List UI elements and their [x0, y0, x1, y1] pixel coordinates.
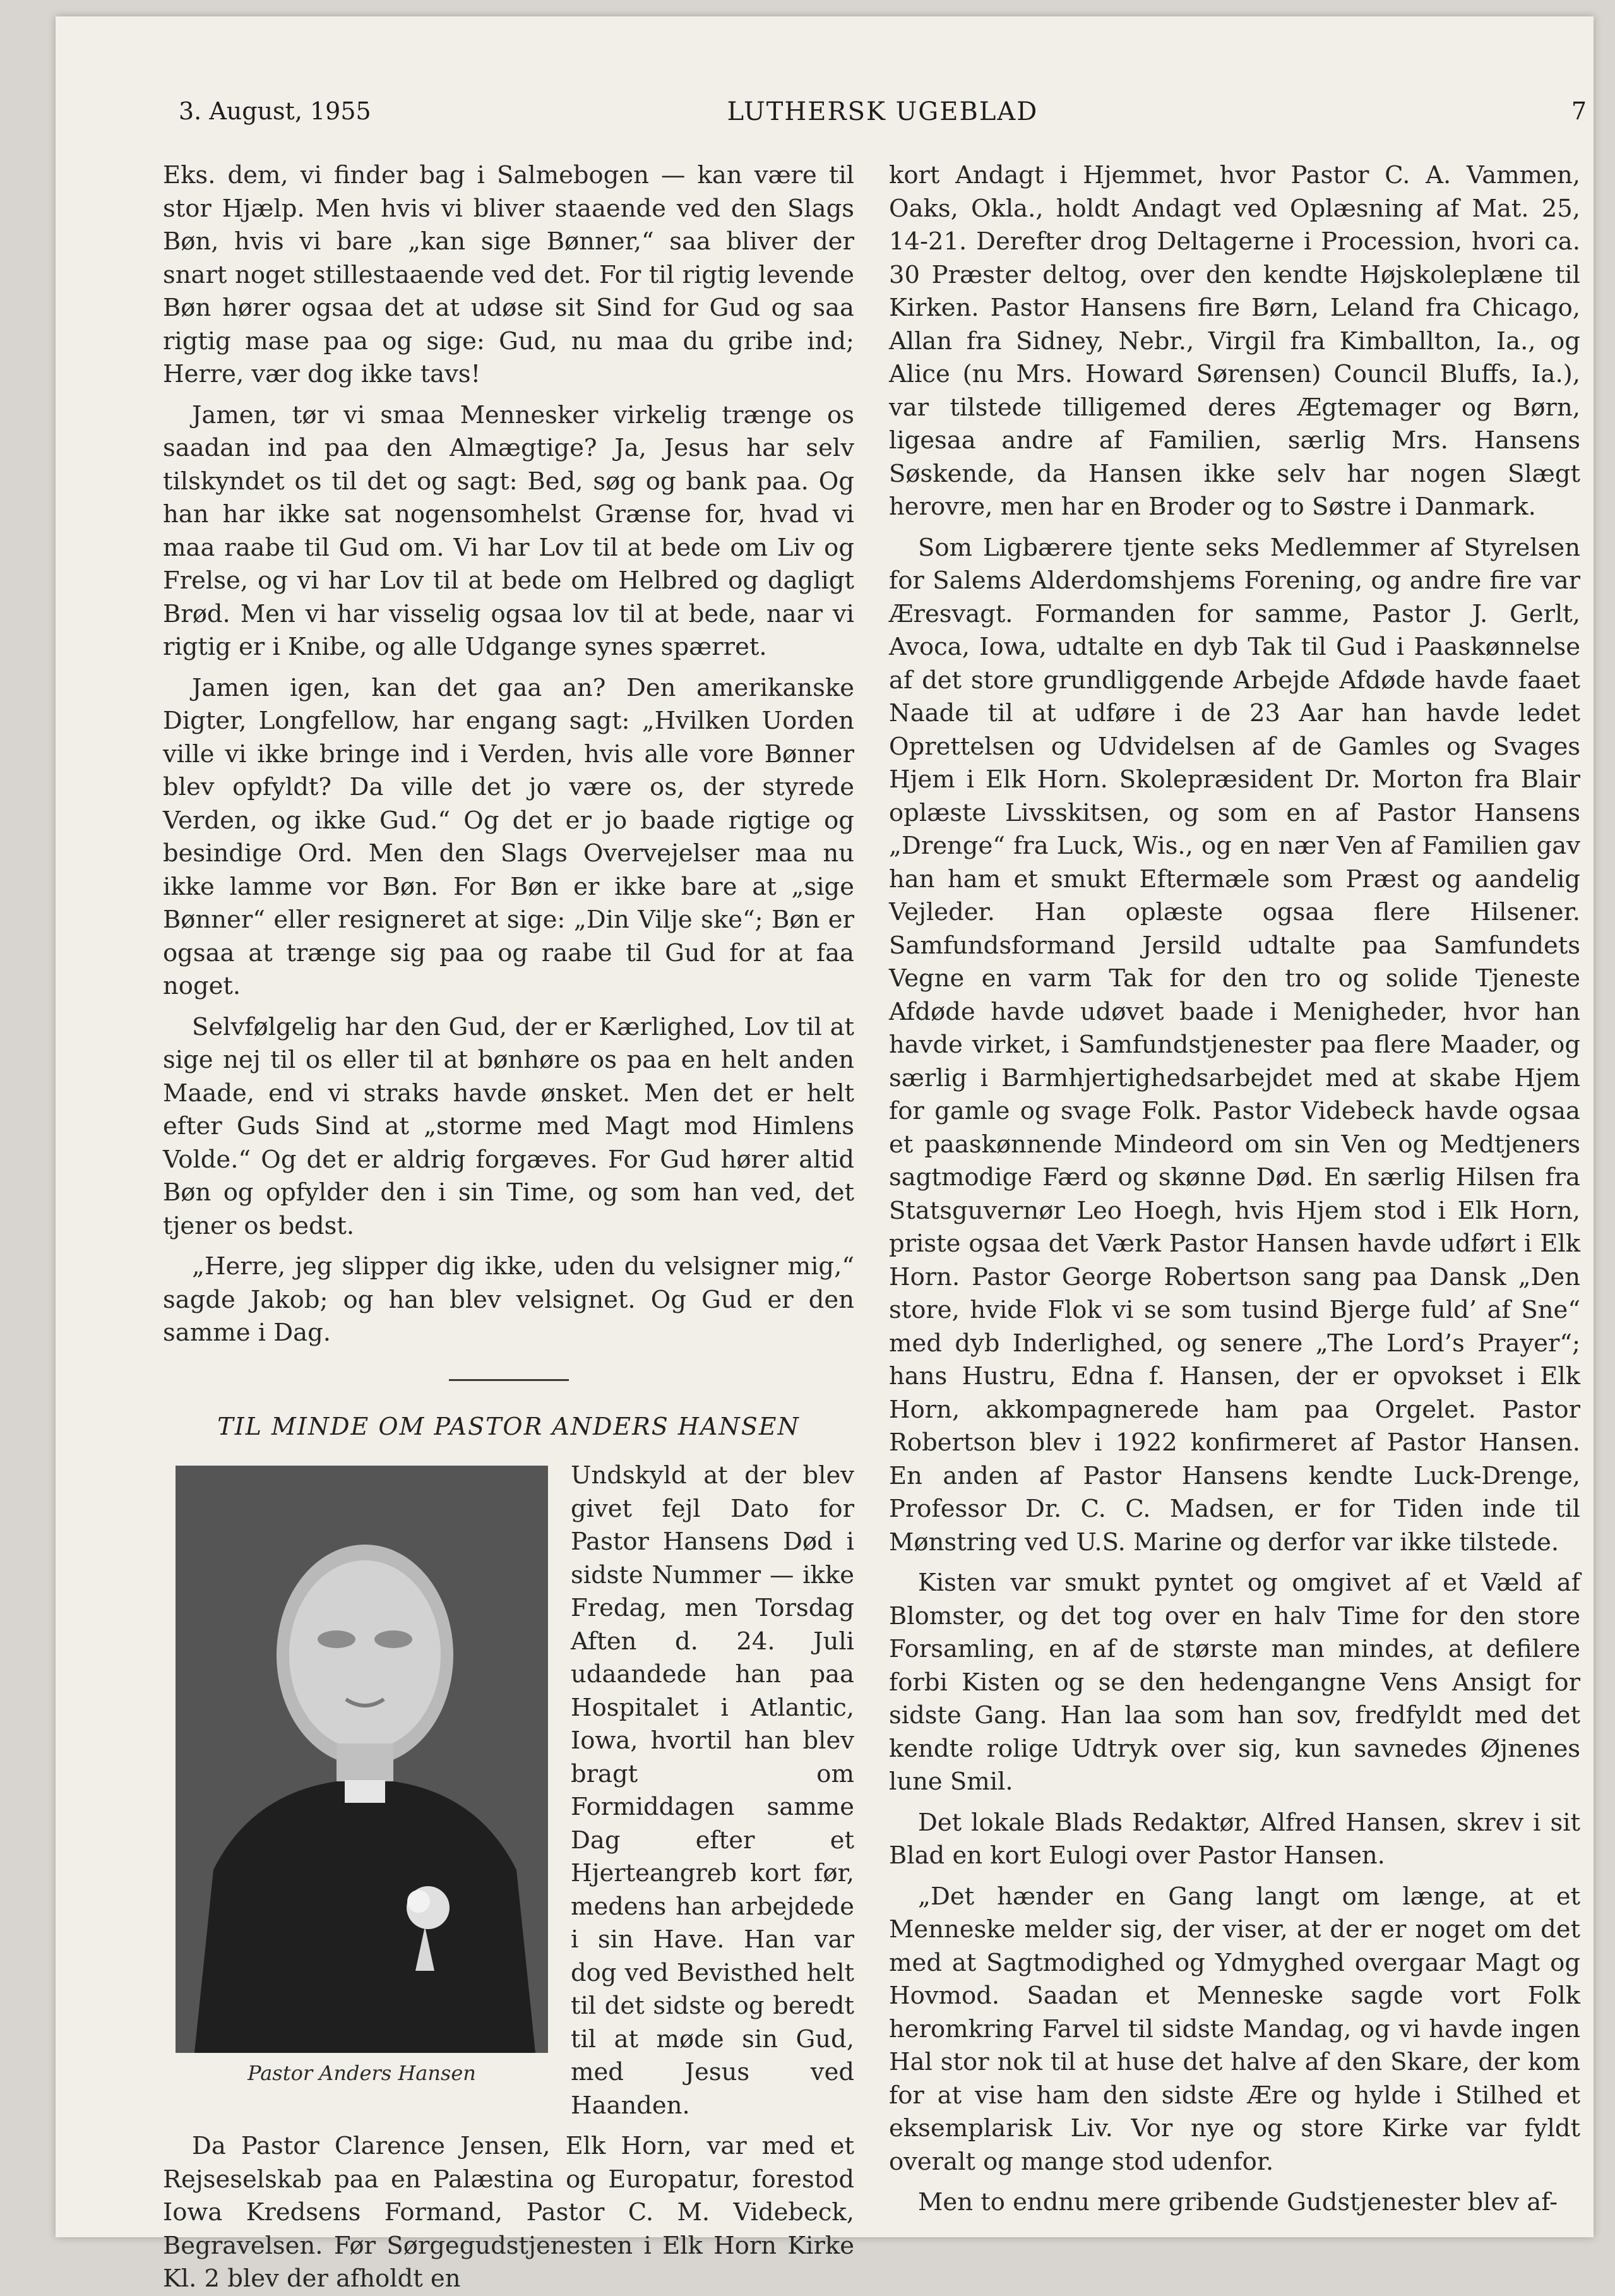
article-paragraph: Da Pastor Clarence Jensen, Elk Horn, var med et Rejseselskab paa en Palæstina og Europatur, forestod Iowa Kredsens Formand, Pastor C. M. Videbeck, Begravelsen. Før Sørgegudstjenesten i Elk Horn Kirke Kl. 2 blev der afholdt en [163, 2132, 854, 2293]
paragraph: Jamen igen, kan det gaa an? Den amerikanske Digter, Longfellow, har engang sagt: „Hvilken Uorden ville vi ikke bringe ind i Verden, hvis alle vore Bønner blev opfyldt? Da ville det jo være os, der styrede Verden, og ikke Gud.“ Og det er jo baade rigtige og besindige Ord. Men den Slags Overvejelser maa nu ikke lamme vor Bøn. For Bøn er ikke bare at „sige Bønner“ eller resigneret at sige: „Din Vilje ske“; Bøn er ogsaa at trænge sig paa og raabe til Gud for at faa noget. [163, 673, 854, 1000]
paragraph: „Herre, jeg slipper dig ikke, uden du velsigner mig,“ sagde Jakob; og han blev velsignet. Og Gud er den samme i Dag. [163, 1252, 854, 1347]
paragraph: Men to endnu mere gribende Gudstjenester blev af- [918, 2188, 1558, 2216]
article-heading: TIL MINDE OM PASTOR ANDERS HANSEN [217, 1412, 800, 1440]
paragraph: Det lokale Blads Redaktør, Alfred Hansen, skrev i sit Blad en kort Eulogi over Pastor Hansen. [889, 1808, 1580, 1870]
paragraph: Eks. dem, vi finder bag i Salmebogen — kan være til stor Hjælp. Men hvis vi bliver staaende ved den Slags Bøn, hvis vi bare „kan sige Bønner,“ saa bliver der snart noget stillestaaende ved det. For til rigtig levende Bøn hører ogsaa det at udøse sit Sind for Gud og saa rigtig mase paa og sige: Gud, nu maa du gribe ind; Herre, vær dog ikke tavs! [163, 161, 854, 388]
pastor-portrait-photo [176, 1466, 548, 2053]
paragraph: Kisten var smukt pyntet og omgivet af et Væld af Blomster, og det tog over en halv Time for den store Forsamling, en af de største man mindes, at defilere forbi Kisten og se den hedengangne Vens Ansigt for sidste Gang. Han laa som han sov, fredfyldt med det kendte rolige Udtryk over sig, kun savnedes Øjnenes lune Smil. [889, 1569, 1580, 1796]
newspaper-page [56, 16, 1594, 2293]
publication-title: LUTHERSK UGEBLAD [727, 97, 1039, 126]
left-column [163, 159, 854, 2296]
section-divider [449, 1379, 569, 1381]
paragraph: Selvfølgelig har den Gud, der er Kærlighed, Lov til at sige nej til os eller til at bønhøre os paa en helt anden Maade, end vi straks havde ønsket. Men det er helt efter Guds Sind at „storme med Magt mod Himlens Volde.“ Og det er aldrig forgæves. For Gud hører altid Bøn og opfylder den i sin Time, og som han ved, det tjener os bedst. [163, 1012, 854, 1240]
paragraph: kort Andagt i Hjemmet, hvor Pastor C. A. Vammen, Oaks, Okla., holdt Andagt ved Oplæsning af Mat. 25, 14-21. Derefter drog Deltagerne i Procession, hvori ca. 30 Præster deltog, over den kendte Højskoleplæne til Kirken. Pastor Hansens fire Børn, Leland fra Chicago, Allan fra Sidney, Nebr., Virgil fra Kimballton, Ia., og Alice (nu Mrs. Howard Sørensen) Council Bluffs, Ia.), var tilstede tilligemed deres Ægtemager og Børn, ligesaa andre af Familien, særlig Mrs. Hansens Søskende, da Hansen ikke selv har nogen Slægt herovre, men har en Broder og to Søstre i Danmark. [889, 161, 1580, 521]
page-header [179, 97, 1587, 135]
right-column [889, 159, 1580, 2220]
paragraph: „Det hænder en Gang langt om længe, at et Menneske melder sig, der viser, at der er noget om det med at Sagtmodighed og Ydmyghed overgaar Magt og Hovmod. Saadan et Menneske sagde vort Folk heromkring Farvel til sidste Mandag, og vi havde ingen Hal stor nok til at huse det halve af den Skare, der kom for at vise ham den sidste Ære og hylde i Stilhed et eksemplarisk Liv. Vor nye og store Kirke var fyldt overalt og mange stod udenfor. [889, 1882, 1580, 2176]
portrait-figure [176, 1466, 548, 2090]
paragraph: Jamen, tør vi smaa Mennesker virkelig trænge os saadan ind paa den Almægtige? Ja, Jesus har selv tilskyndet os til det og sagt: Bed, søg og bank paa. Og han har ikke sat nogensomhelst Grænse for, hvad vi maa raabe til Gud om. Vi har Lov til at bede om Liv og Frelse, og vi har Lov til at bede om Helbred og dagligt Brød. Men vi har visselig ogsaa lov til at bede, naar vi rigtig er i Knibe, og alle Udgange synes spærret. [163, 400, 854, 661]
page-number: 7 [1571, 97, 1587, 125]
issue-date: 3. August, 1955 [179, 97, 371, 125]
paragraph: Som Ligbærere tjente seks Medlemmer af Styrelsen for Salems Alderdomshjems Forening, og andre fire var Æresvagt. Formanden for samme, Pastor J. Gerlt, Avoca, Iowa, udtalte en dyb Tak til Gud i Paaskønnelse af det store grundliggende Arbejde Afdøde havde faaet Naade til at udføre i de 23 Aar han havde ledet Oprettelsen og Udvidelsen af de Gamles og Svages Hjem i Elk Horn. Skolepræsident Dr. Morton fra Blair oplæste Livsskitsen, og som en af Pastor Hansens „Drenge“ fra Luck, Wis., og en nær Ven af Familien gav han ham et smukt Eftermæle som Præst og aandelig Vejleder. Han oplæste ogsaa flere Hilsener. Samfundsformand Jersild udtalte paa Samfundets Vegne en varm Tak for den tro og solide Tjeneste Afdøde havde udøvet baade i Menigheder, hvor han havde virket, i Samfundstjenester paa flere Maader, og særlig i Barmhjertighedsarbejdet med at skabe Hjem for gamle og svage Folk. Pastor Videbeck havde ogsaa et paaskønnende Mindeord om sin Ven og Medtjeners sagtmodige Færd og skønne Død. En særlig Hilsen fra Statsguvernør Leo Hoegh, hvis Hjem stod i Elk Horn, priste ogsaa det Værk Pastor Hansen havde udført i Elk Horn. Pastor George Robertson sang paa Dansk „Den store, hvide Flok vi se som tusind Bjerge fuld’ af Sne“ med dyb Inderlighed, og senere „The Lord’s Prayer“; hans Hustru, Edna f. Hansen, der er opvokset i Elk Horn, akkompagnerede ham paa Orgelet. Pastor Robertson blev i 1922 konfirmeret af Pastor Hansen. En anden af Pastor Hansens kendte Luck-Drenge, Professor Dr. C. C. Madsen, er for Tiden inde til Mønstring ved U.S. Marine og derfor var ikke tilstede. [889, 533, 1580, 1557]
photo-caption: Pastor Anders Hansen [247, 2061, 476, 2085]
article-paragraph: Undskyld at der blev givet fejl Dato for Pastor Hansens Død i sidste Nummer — ikke Fredag, men Torsdag Aften d. 24. Juli udaandede han paa Hospitalet i Atlantic, Iowa, hvortil han blev bragt om Formiddagen samme Dag efter et Hjerteangreb kort før, medens han arbejdede i sin Have. Han var dog ved Bevisthed helt til det sidste og beredt til at møde sin Gud, med Jesus ved Haanden. [571, 1461, 854, 2120]
